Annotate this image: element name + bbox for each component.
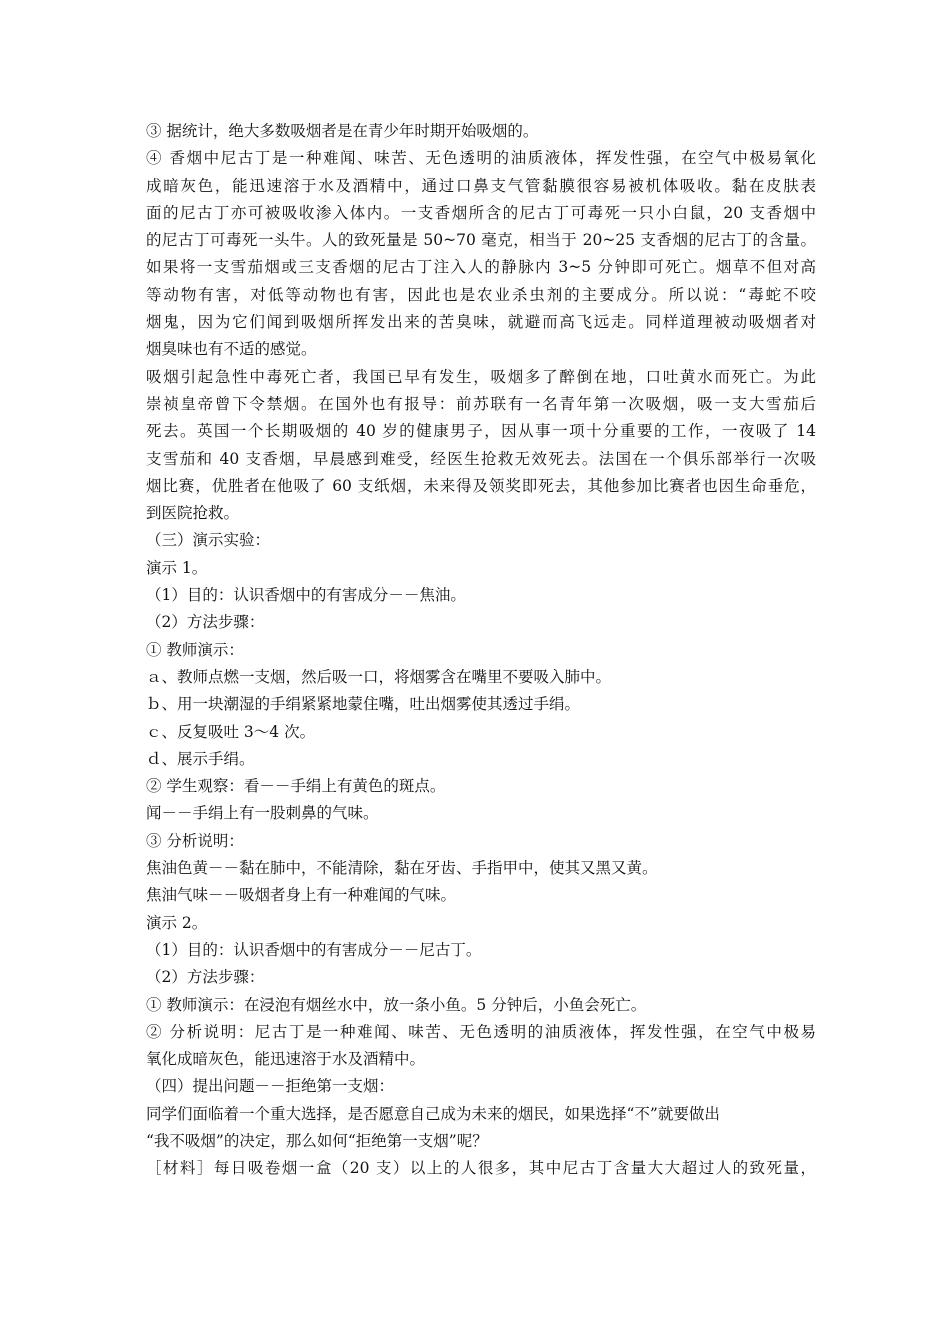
text-line: ③ 分析说明： <box>146 831 244 850</box>
text-line: 演示 1。 <box>146 558 208 577</box>
text-line: 如果将一支雪茄烟或三支香烟的尼古丁注入人的静脉内 3~5 分钟即可死亡。烟草不但对高 <box>146 258 816 277</box>
text-line: ① 教师演示： <box>146 640 244 659</box>
text-line: ② 分析说明：尼古丁是一种难闻、味苦、无色透明的油质液体，挥发性强，在空气中极易 <box>146 1022 816 1041</box>
text-line: 吸烟引起急性中毒死亡者，我国已早有发生，吸烟多了醉倒在地，口吐黄水而死亡。为此 <box>146 367 816 386</box>
text-line: 死去。英国一个长期吸烟的 40 岁的健康男子，因从事一项十分重要的工作，一夜吸了 14 <box>146 422 816 441</box>
text-line: 到医院抢救。 <box>146 504 240 523</box>
text-line: 烟鬼，因为它们闻到吸烟所挥发出来的苦臭味，就避而高飞远走。同样道理被动吸烟者对 <box>146 313 816 332</box>
text-line: 焦油色黄－－黏在肺中，不能清除，黏在牙齿、手指甲中，使其又黑又黄。 <box>146 859 658 878</box>
text-line: ① 教师演示：在浸泡有烟丝水中，放一条小鱼。5 分钟后，小鱼会死亡。 <box>146 995 647 1014</box>
text-line: ③ 据统计，绝大多数吸烟者是在青少年时期开始吸烟的。 <box>146 122 539 140</box>
text-line: （2）方法步骤： <box>146 613 265 632</box>
text-line: ｃ、反复吸吐 3～4 次。 <box>146 722 316 741</box>
text-line: ［材料］每日吸卷烟一盒（20 支）以上的人很多，其中尼古丁含量大大超过人的致死量， <box>146 1159 816 1178</box>
text-line: ② 学生观察：看－－手绢上有黄色的斑点。 <box>146 777 446 796</box>
text-line: 焦油气味－－吸烟者身上有一种难闻的气味。 <box>146 886 457 905</box>
text-line: （四）提出问题－－拒绝第一支烟： <box>146 1077 395 1096</box>
text-line: 成暗灰色，能迅速溶于水及酒精中，通过口鼻支气管黏膜很容易被机体吸收。黏在皮肤表 <box>146 176 816 195</box>
text-line: （1）目的：认识香烟中的有害成分－－尼古丁。 <box>146 940 482 959</box>
text-line: 烟比赛，优胜者在他吸了 60 支纸烟，未来得及领奖即死去，其他参加比赛者也因生命垂危， <box>146 476 816 495</box>
text-line: （1）目的：认识香烟中的有害成分－－焦油。 <box>146 586 466 605</box>
text-line: 等动物有害，对低等动物也有害，因此也是农业杀虫剂的主要成分。所以说：“毒蛇不咬 <box>146 285 816 304</box>
text-line: ｄ、展示手绢。 <box>146 749 255 768</box>
text-line: 烟臭味也有不适的感觉。 <box>146 340 317 359</box>
text-line: 的尼古丁可毒死一头牛。人的致死量是 50~70 毫克，相当于 20~25 支香烟的尼古丁的含量。 <box>146 231 816 250</box>
text-line: 崇祯皇帝曾下令禁烟。在国外也有报导：前苏联有一名青年第一次吸烟，吸一支大雪茄后 <box>146 394 816 413</box>
document-page <box>146 118 816 1183</box>
text-line: ④ 香烟中尼古丁是一种难闻、味苦、无色透明的油质液体，挥发性强，在空气中极易氧化 <box>146 149 816 168</box>
text-line: 氧化成暗灰色，能迅速溶于水及酒精中。 <box>146 1050 426 1069</box>
text-line: （三）演示实验： <box>146 531 271 550</box>
text-line: 演示 2。 <box>146 913 208 932</box>
text-line: 支雪茄和 40 支香烟，早晨感到难受，经医生抢救无效死去。法国在一个俱乐部举行一次吸 <box>146 449 816 468</box>
text-line: ｂ、用一块潮湿的手绢紧紧地蒙住嘴，吐出烟雾使其透过手绢。 <box>146 695 581 714</box>
text-line: 面的尼古丁亦可被吸收渗入体内。一支香烟所含的尼古丁可毒死一只小白鼠，20 支香烟中 <box>146 203 816 222</box>
text-line: ａ、教师点燃一支烟，然后吸一口，将烟雾含在嘴里不要吸入肺中。 <box>146 667 612 686</box>
text-line: 同学们面临着一个重大选择，是否愿意自己成为未来的烟民，如果选择“不”就要做出 <box>146 1104 720 1123</box>
text-line: （2）方法步骤： <box>146 968 265 987</box>
text-line: “我不吸烟”的决定，那么如何“拒绝第一支烟”呢？ <box>146 1131 488 1150</box>
text-line: 闻－－手绢上有一股刺鼻的气味。 <box>146 804 379 823</box>
